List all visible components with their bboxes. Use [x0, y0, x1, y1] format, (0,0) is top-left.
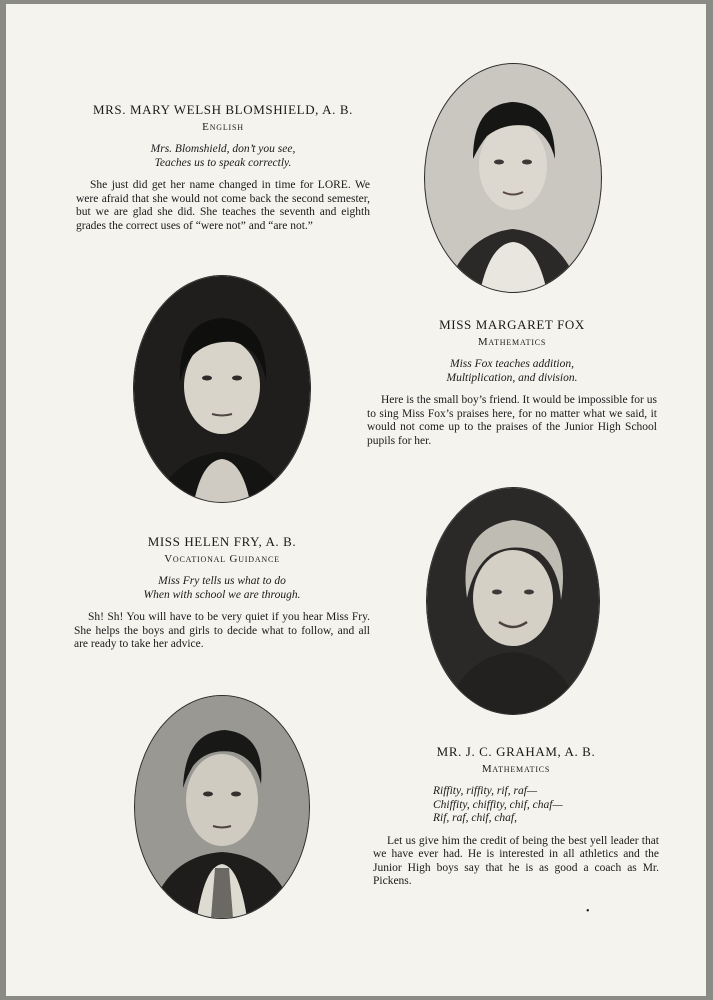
teacher-name: MRS. MARY WELSH BLOMSHIELD, A. B. [93, 102, 353, 117]
teacher-name: MISS HELEN FRY, A. B. [147, 534, 297, 549]
portrait-blomshield-photo [425, 64, 601, 292]
teacher-verse [373, 785, 659, 826]
verse-line: Multiplication, and division. [446, 371, 578, 384]
teacher-verse [74, 575, 370, 602]
verse-line: Rif, raf, chif, chaf, [433, 812, 518, 824]
verse-line: When with school we are through. [143, 588, 301, 601]
teacher-bio: Let us give him the credit of being the best yell leader that we have ever had. He is interested in all athletics and the Junior High boys say that he is as good a coach as Mr. Pickens. [373, 834, 659, 888]
teacher-subject: Mathematics [481, 763, 551, 775]
teacher-bio: Sh! Sh! You will have to be very quiet if you hear Miss Fry. She helps the boys and girls to decide what to follow, and all are ready to take her advice. [74, 611, 370, 651]
portrait-fox-photo [134, 276, 310, 502]
teacher-verse [76, 143, 370, 170]
portrait-fry [427, 488, 599, 714]
verse-line: Mrs. Blomshield, don’t you see, [150, 143, 296, 155]
stray-mark: • [586, 906, 590, 917]
verse-line: Miss Fry tells us what to do [158, 575, 286, 587]
teacher-entry-blomshield [76, 102, 370, 233]
teacher-entry-fry [74, 534, 370, 652]
portrait-graham [135, 696, 309, 918]
teacher-subject: Mathematics [477, 336, 547, 348]
teacher-entry-fox [367, 317, 657, 448]
verse-line: Chiffity, chiffity, chif, chaf— [433, 798, 563, 811]
portrait-fry-photo [427, 488, 599, 714]
teacher-name: MISS MARGARET FOX [439, 317, 585, 332]
yearbook-page [6, 4, 706, 996]
portrait-fox [134, 276, 310, 502]
teacher-bio: Here is the small boy’s friend. It would be impossible for us to sing Miss Fox’s praises here, for no matter what we said, it would not come up to the praises of the Junior High School pupils for her. [367, 394, 657, 447]
teacher-subject: English [202, 121, 244, 133]
verse-line: Teaches us to speak correctly. [154, 156, 292, 169]
teacher-entry-graham [373, 744, 659, 889]
portrait-graham-photo [135, 696, 309, 918]
teacher-verse [367, 358, 657, 385]
teacher-bio: She just did get her name changed in time for LORE. We were afraid that she would not come back the second semester, but we are glad she did. She teaches the seventh and eighth grades the correct uses of “were not” and “are not.” [76, 179, 370, 232]
verse-line: Riffity, riffity, rif, raf— [433, 785, 538, 797]
portrait-blomshield [425, 64, 601, 292]
teacher-subject: Vocational Guidance [164, 553, 280, 565]
verse-line: Miss Fox teaches addition, [450, 358, 574, 370]
teacher-name: MR. J. C. GRAHAM, A. B. [436, 744, 596, 759]
